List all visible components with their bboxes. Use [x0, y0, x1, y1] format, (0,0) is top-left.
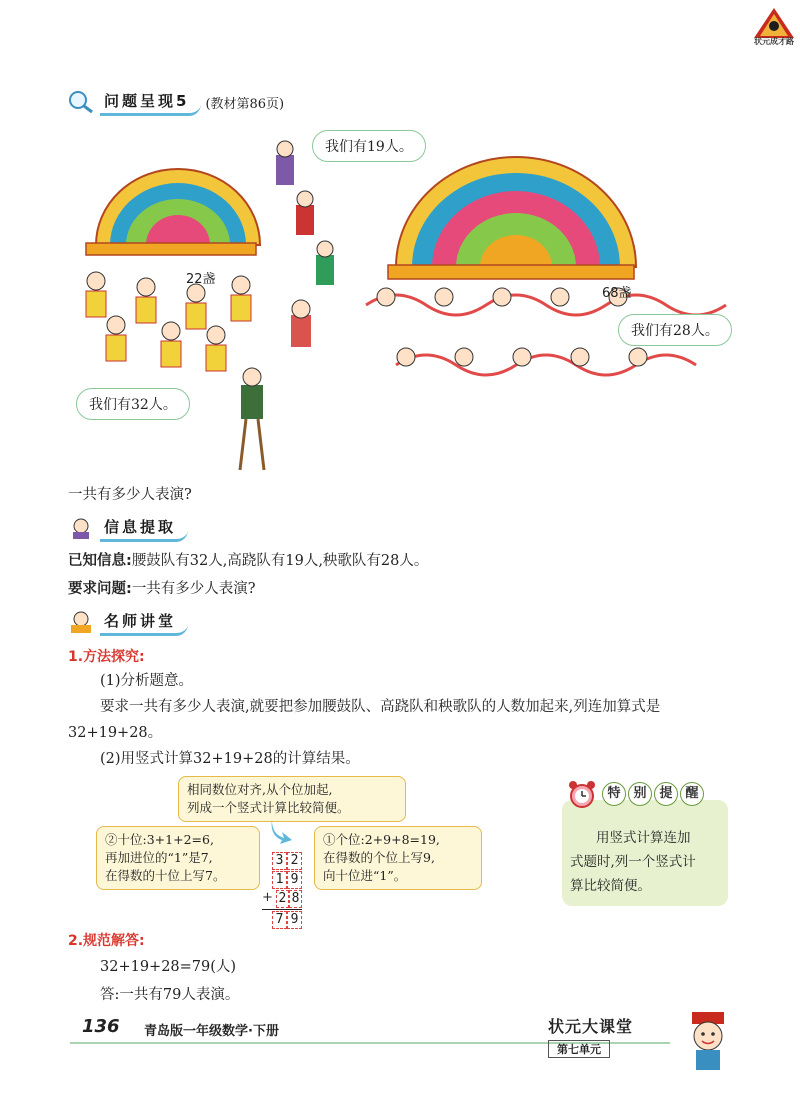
reminder-line1: 用竖式计算连加 [596, 830, 691, 846]
known-info [68, 550, 428, 572]
result-tens: 7 [272, 911, 287, 929]
method-step1: (1)分析题意。 [100, 673, 194, 689]
known-text: 腰鼓队有32人,高跷队有19人,秧歌队有28人。 [131, 553, 429, 569]
problem-header [68, 88, 284, 116]
digit-ones: 8 [289, 890, 302, 908]
plus-sign: + [262, 890, 273, 905]
small-peacock-lamp [86, 169, 260, 255]
tens-note-line2: 再加进位的“1”是7, [105, 850, 213, 865]
method-step1-text-b: 32+19+28。 [68, 725, 163, 741]
arrow-down-icon [266, 818, 296, 846]
required-question [68, 578, 256, 600]
info-title: 信息提取 [100, 515, 188, 542]
teacher-icon [68, 610, 94, 634]
ask-label: 要求问题: [68, 581, 132, 597]
large-peacock-lamp [388, 157, 636, 279]
method-step2: (2)用竖式计算32+19+28的计算结果。 [100, 751, 360, 767]
answer-text: 答:一共有79人表演。 [100, 987, 240, 1003]
vertical-addition [262, 852, 302, 929]
alarm-clock-icon [566, 778, 598, 810]
digit-ones: 2 [287, 852, 302, 870]
tens-note-line3: 在得数的十位上写7。 [105, 868, 226, 883]
digit-tens: 3 [272, 852, 287, 870]
digit-ones: 9 [287, 871, 302, 889]
top-note [178, 776, 406, 822]
speech-bubble-drum: 我们有32人。 [76, 388, 190, 420]
problem-title: 问题呈现5 [100, 89, 201, 116]
reading-icon [68, 516, 94, 540]
method-heading: 1.方法探究: [68, 649, 145, 665]
speech-bubble-yangge: 我们有28人。 [618, 314, 732, 346]
mascot-icon [680, 1008, 736, 1072]
stilts-troupe [240, 141, 334, 470]
lamp-count-large: 68盏 [602, 286, 632, 301]
reminder-line2: 式题时,列一个竖式计 [570, 854, 696, 870]
ask-text: 一共有多少人表演? [131, 581, 256, 597]
answer-heading: 2.规范解答: [68, 933, 145, 949]
reminder-char: 别 [628, 782, 652, 806]
speech-bubble-stilts: 我们有19人。 [312, 130, 426, 162]
page-number: 136 [82, 1016, 120, 1037]
logo-text: 状元成才路 [754, 37, 794, 46]
reminder-char: 醒 [680, 782, 704, 806]
reminder-header [566, 778, 706, 810]
reminder-char: 提 [654, 782, 678, 806]
ones-note-line2: 在得数的个位上写9, [323, 850, 435, 865]
teacher-header [68, 608, 188, 636]
problem-source: (教材第86页) [205, 96, 285, 112]
top-note-line1: 相同数位对齐,从个位加起, [187, 782, 333, 797]
lamp-count-small: 22盏 [186, 272, 216, 287]
performance-illustration [66, 125, 736, 477]
reminder-line3: 算比较简便。 [570, 878, 651, 894]
reminder-text [570, 826, 724, 898]
known-label: 已知信息: [68, 553, 132, 569]
info-header [68, 514, 188, 542]
digit-tens: 2 [276, 890, 289, 908]
book-title: 青岛版一年级数学·下册 [144, 1024, 279, 1039]
ones-note-line3: 向十位进“1”。 [323, 868, 407, 883]
digit-tens: 1 [272, 871, 287, 889]
question-text: 一共有多少人表演? [68, 487, 192, 503]
result-ones: 9 [287, 911, 302, 929]
waist-drum-troupe [86, 272, 251, 371]
unit-label: 第七单元 [548, 1040, 610, 1058]
teacher-title: 名师讲堂 [100, 609, 188, 636]
method-step1-text-a: 要求一共有多少人表演,就要把参加腰鼓队、高跷队和秧歌队的人数加起来,列连加算式是 [100, 699, 661, 715]
ones-note-line1: ①个位:2+9+8=19, [323, 832, 440, 847]
magnifier-icon [68, 90, 94, 114]
ones-note [314, 826, 482, 890]
reminder-char: 特 [602, 782, 626, 806]
top-note-line2: 列成一个竖式计算比较简便。 [187, 800, 350, 815]
series-title: 状元大课堂 [548, 1017, 634, 1036]
tens-note [96, 826, 260, 890]
answer-equation: 32+19+28=79(人) [100, 959, 237, 975]
tens-note-line1: ②十位:3+1+2=6, [105, 832, 214, 847]
